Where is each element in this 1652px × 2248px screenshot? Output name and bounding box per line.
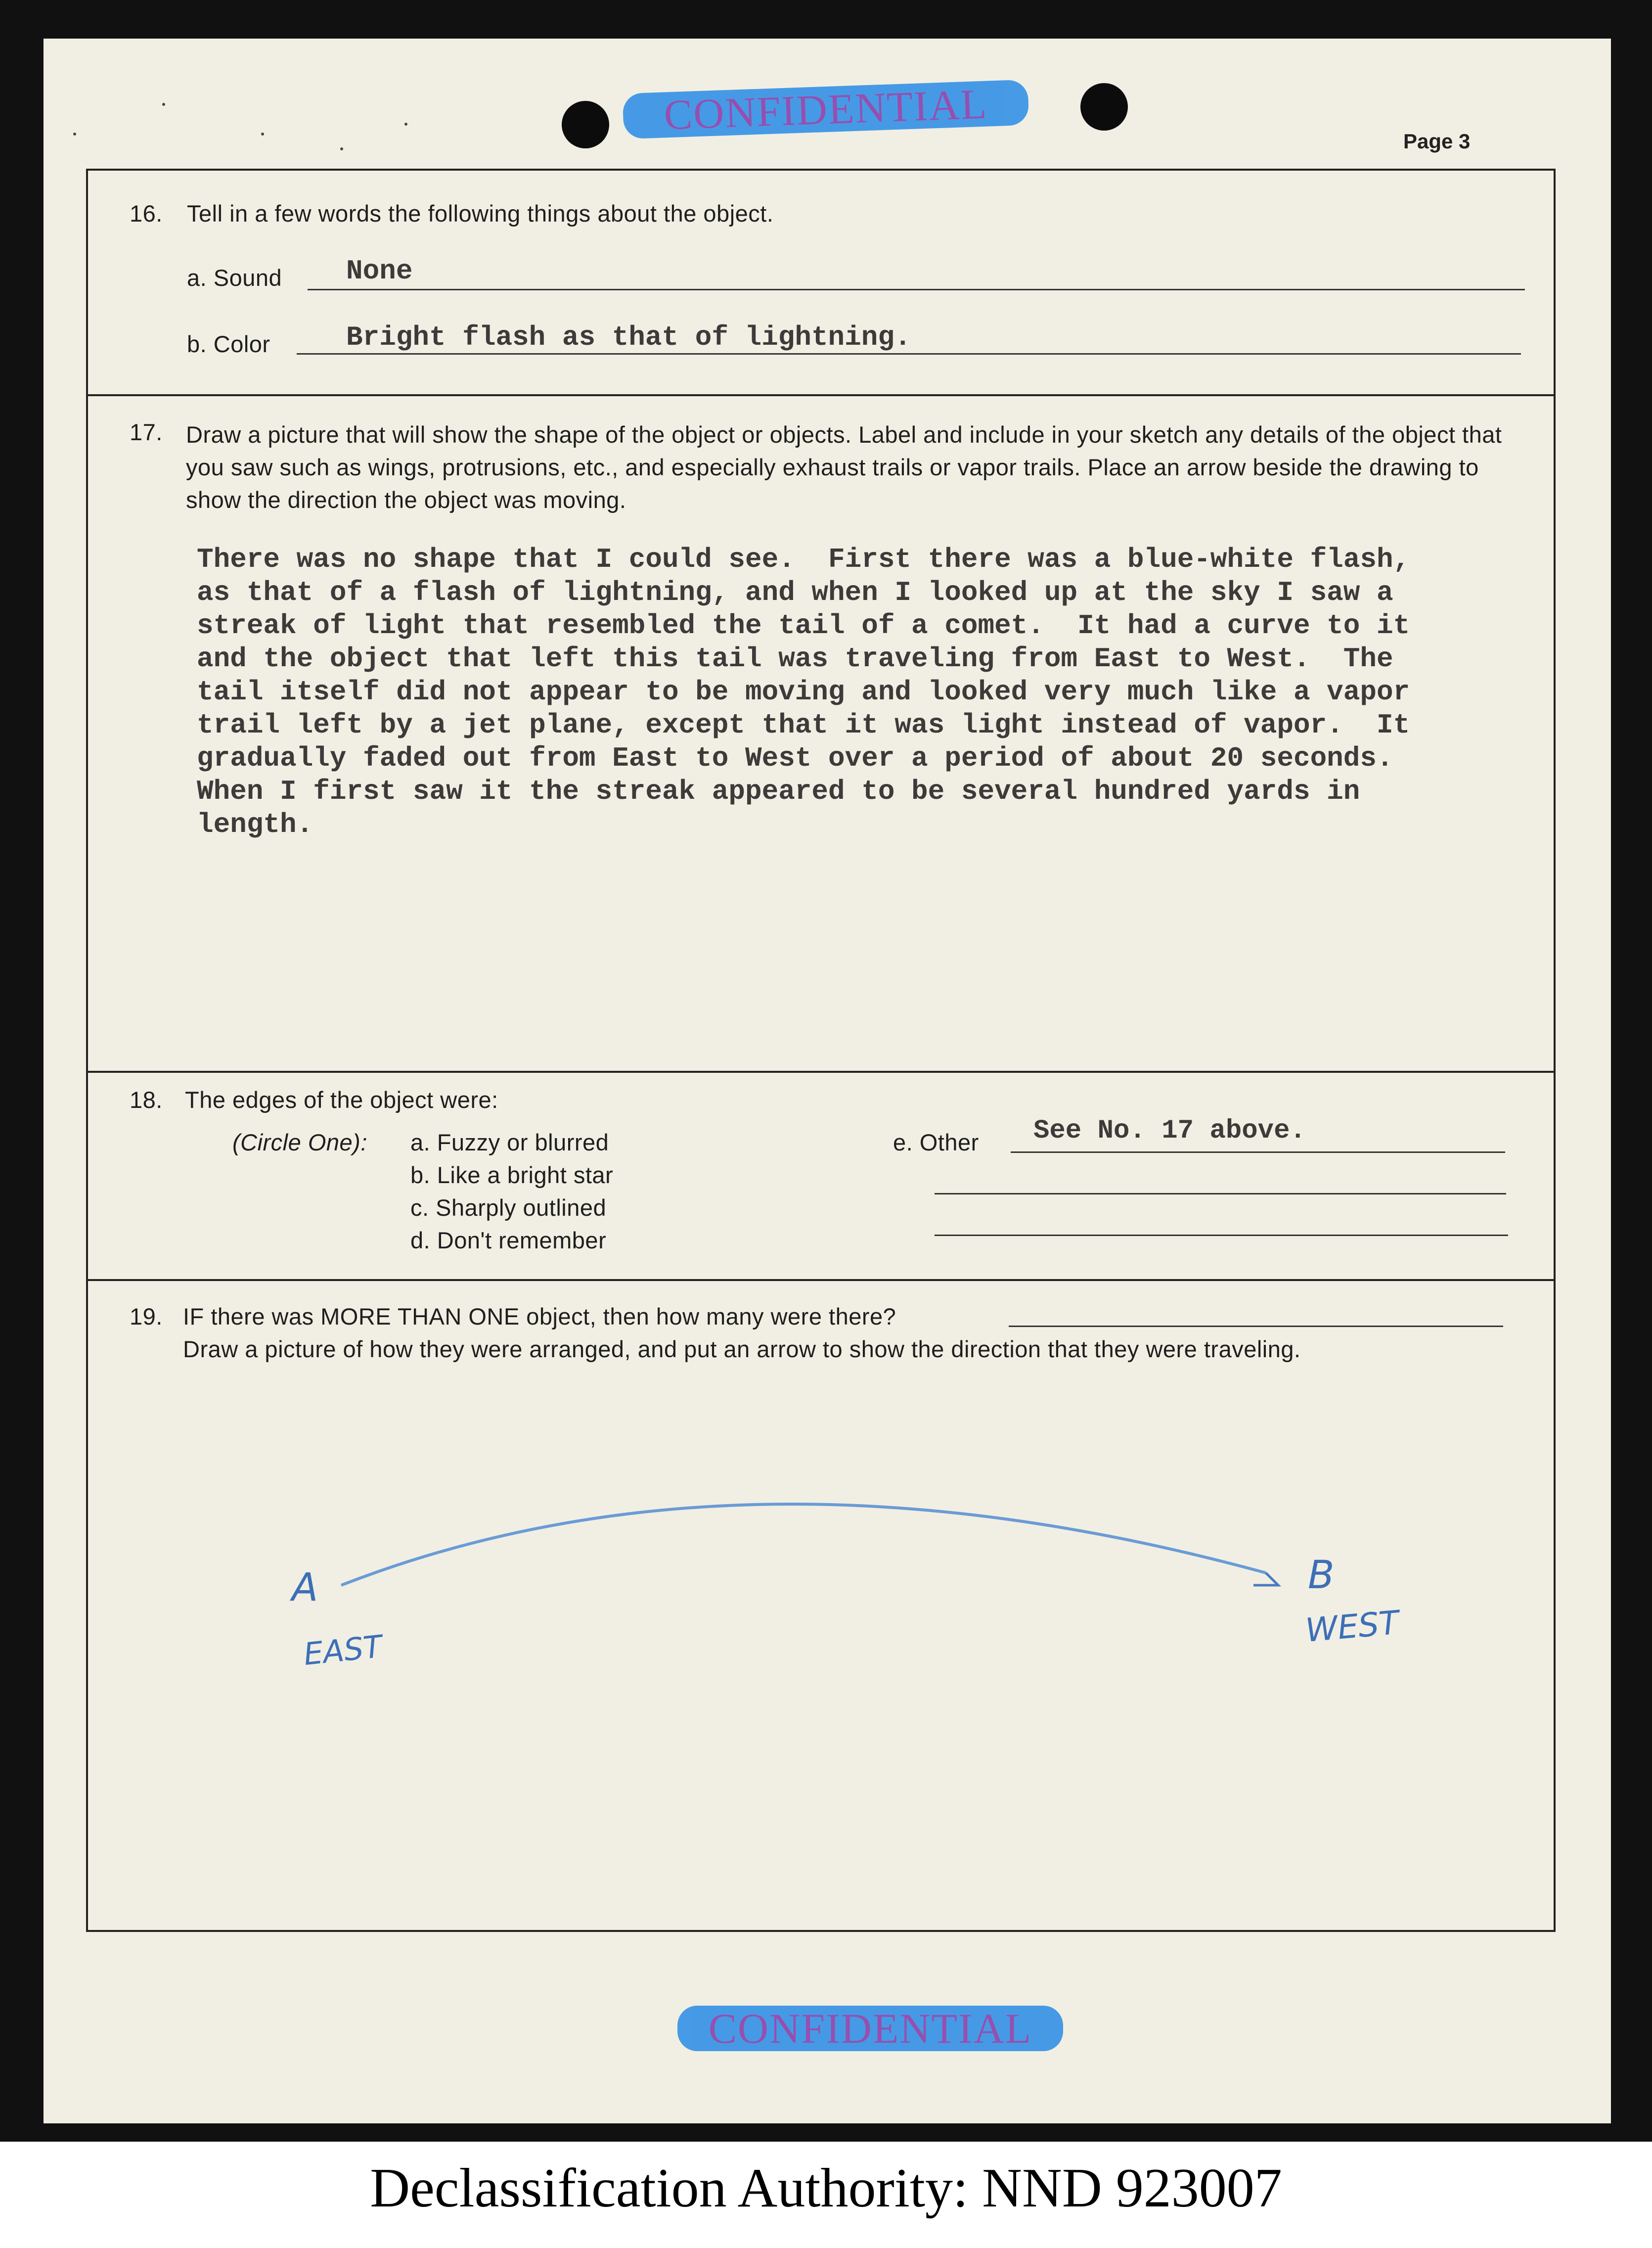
q16-prompt: Tell in a few words the following things about the object. <box>187 200 774 227</box>
q18-option-b[interactable]: b. Like a bright star <box>410 1162 614 1188</box>
q17-answer: There was no shape that I could see. First there was a blue-white flash, as that of a flash of lightning, and when I looked up at the sky I saw a streak of light that resembled the tail of a comet. It had a curve to it and the object that left this tail was traveling from East to West. The tail itself did not appear to be moving and looked very much like a vapor trail left by a jet plane, except that it was light instead of vapor. It gradually faded out from East to West over a period of about 20 seconds. When I first saw it the streak appeared to be several hundred yards in length. <box>197 544 1410 840</box>
q18-circle-one: (Circle One): <box>232 1129 367 1155</box>
confidential-stamp-bottom-text: CONFIDENTIAL <box>708 2005 1032 2052</box>
q18-option-e-label: e. Other <box>893 1129 979 1155</box>
sketch-label-b: B <box>1308 1553 1335 1598</box>
q18-option-d[interactable]: d. Don't remember <box>410 1227 607 1253</box>
q16b-label: b. Color <box>187 331 270 357</box>
q18-option-e-answer: See No. 17 above. <box>1033 1116 1306 1146</box>
confidential-stamp-top-text: CONFIDENTIAL <box>663 80 988 139</box>
q19-prompt-2: Draw a picture of how they were arranged, and put an arrow to show the direction that they were traveling. <box>183 1336 1301 1362</box>
q16a-label: a. Sound <box>187 265 282 291</box>
q18-number: 18. <box>130 1087 163 1113</box>
arrowhead-icon <box>1253 1573 1278 1585</box>
q16a-answer: None <box>346 255 413 287</box>
q18-option-c[interactable]: c. Sharply outlined <box>410 1194 607 1221</box>
q17-number: 17. <box>130 419 163 445</box>
declassification-authority: Declassification Authority: NND 923007 <box>370 2157 1282 2219</box>
confidential-stamp-bottom <box>677 2006 1063 2051</box>
q16b-answer: Bright flash as that of lightning. <box>346 321 911 353</box>
q17-prompt: Draw a picture that will show the shape of the object or objects. Label and include in your sketch any details of the object that you saw such as wings, protrusions, etc., and especially exhaust trails or vapor trails. Place an arrow beside the drawing to show the direction the object was moving. <box>186 421 1502 513</box>
sketch-label-east: EAST <box>302 1628 384 1673</box>
page-number: Page 3 <box>1403 130 1471 153</box>
sketch-label-west: WEST <box>1304 1603 1401 1650</box>
q19-prompt: IF there was MORE THAN ONE object, then how many were there? <box>183 1303 896 1330</box>
q18-option-a[interactable]: a. Fuzzy or blurred <box>410 1129 609 1155</box>
trajectory-arc <box>341 1504 1266 1585</box>
q16-number: 16. <box>130 200 163 227</box>
q18-prompt: The edges of the object were: <box>185 1087 498 1113</box>
q19-number: 19. <box>130 1303 163 1330</box>
sketch-label-a: A <box>292 1565 318 1610</box>
